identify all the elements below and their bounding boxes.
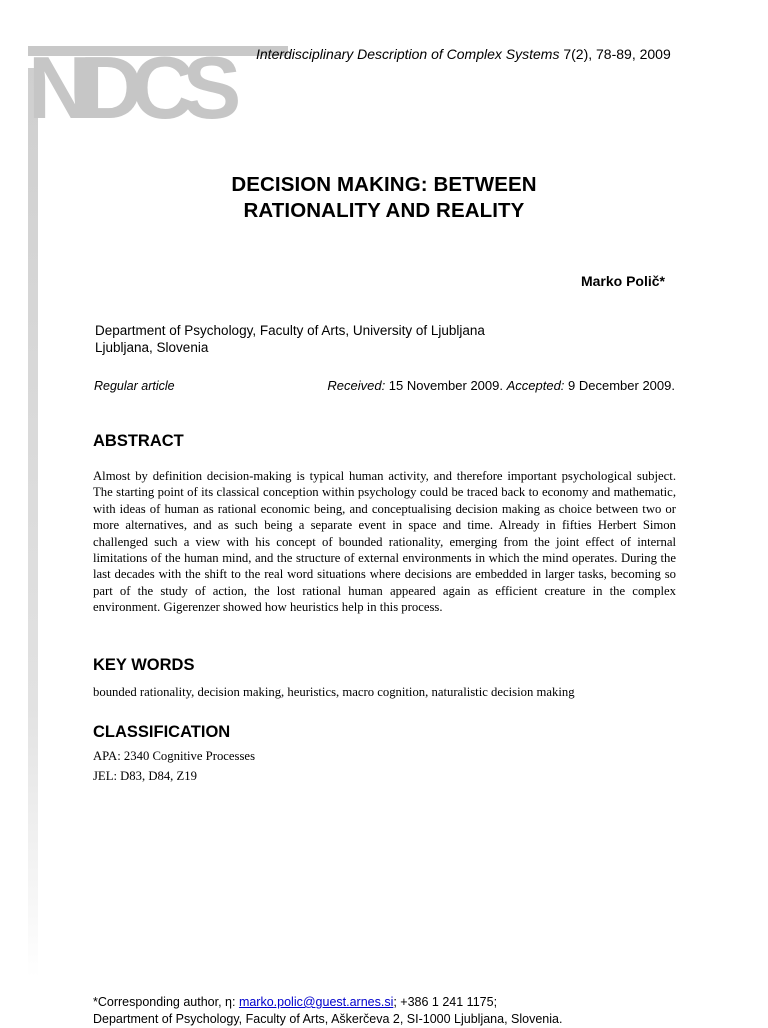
- keywords-text: bounded rationality, decision making, heuristics, macro cognition, naturalistic decision making: [93, 685, 575, 699]
- journal-citation: [256, 46, 671, 62]
- author-phone: ; +386 1 241 1175;: [393, 995, 498, 1009]
- title-line-1: DECISION MAKING: BETWEEN: [231, 173, 537, 196]
- journal-name: Interdisciplinary Description of Complex Systems: [256, 46, 560, 62]
- received-label: Received:: [327, 378, 386, 393]
- affiliation-line-1: Department of Psychology, Faculty of Arts, University of Ljubljana: [95, 323, 485, 338]
- footnote-prefix: *Corresponding author, η:: [93, 995, 239, 1009]
- accepted-label: Accepted:: [506, 378, 565, 393]
- journal-logo: [26, 46, 286, 126]
- author-email-link[interactable]: marko.polic@guest.arnes.si: [238, 995, 394, 1009]
- abstract-heading: ABSTRACT: [93, 432, 184, 450]
- classification-apa: APA: 2340 Cognitive Processes: [93, 749, 256, 763]
- accepted-date: 9 December 2009.: [564, 378, 675, 393]
- classification-heading: CLASSIFICATION: [93, 723, 231, 741]
- article-type: Regular article: [94, 379, 175, 393]
- logo-frame-left: [28, 68, 38, 978]
- title-line-2: RATIONALITY AND REALITY: [243, 199, 525, 222]
- corresponding-author-footnote: [93, 994, 562, 1028]
- keywords-heading: KEY WORDS: [93, 656, 195, 674]
- logo-text: NDCS: [28, 46, 230, 126]
- received-date: 15 November 2009.: [385, 378, 507, 393]
- journal-volume-pages: 7(2), 78-89, 2009: [559, 46, 671, 62]
- affiliation: [95, 322, 485, 356]
- paper-title: [180, 172, 588, 224]
- footnote-address: Department of Psychology, Faculty of Arts, Aškerčeva 2, SI-1000 Ljubljana, Slovenia.: [93, 1012, 563, 1026]
- author-name: Marko Polič*: [580, 273, 665, 289]
- footnote-line-1: [93, 994, 562, 1011]
- abstract-text: Almost by definition decision-making is typical human activity, and therefore important psychological subject. The starting point of its classical conception within psychology could be traced back to economy and mathematic, with ideas of human as rational economic being, and conceptualising decision making as choice between two or more alternatives, and as such being a separate event in space and time. Already in fifties Herbert Simon challenged such a view with his concept of bounded rationality, emerging from the joint effect of internal limitations of the human mind, and the structure of external environments in which the mind operates. During the last decades with the shift to the real word situations where decisions are embedded in larger tasks, becoming so part of the study of action, the lost rational human appeared again as efficient creature in the complex environment. Gigerenzer showed how heuristics help in this process.: [93, 469, 676, 615]
- affiliation-line-2: Ljubljana, Slovenia: [95, 340, 209, 355]
- classification-jel: JEL: D83, D84, Z19: [93, 769, 197, 783]
- article-dates: [327, 378, 675, 393]
